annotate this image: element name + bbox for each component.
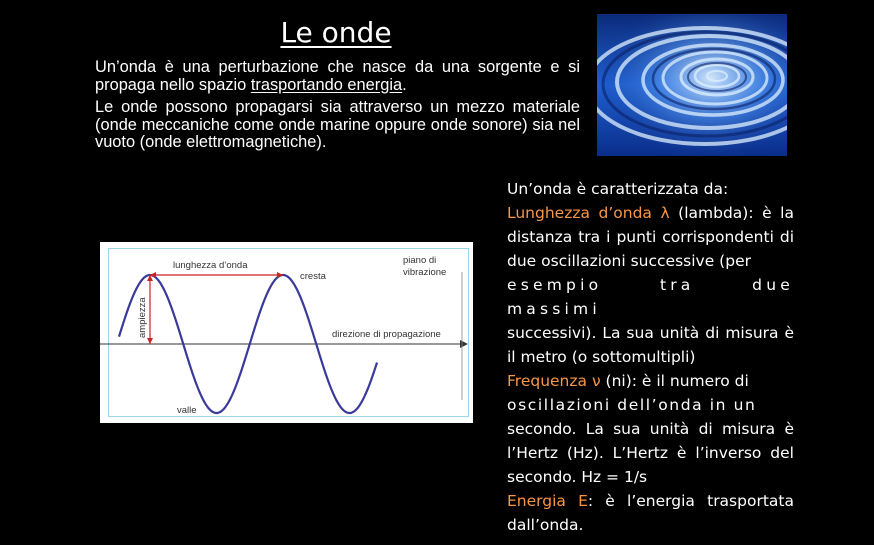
frequency-spaced-text: oscillazioni dell’onda in un	[507, 396, 757, 414]
energy-text: : è l’energia trasportata dall’onda.	[507, 492, 794, 534]
energy-term: Energia E	[507, 492, 588, 510]
intro-p1-end: .	[402, 75, 407, 94]
intro-p1-text: Un’onda è una perturbazione che nasce da una sorgente e si propaga nello spazio	[95, 58, 580, 94]
frequency-end: secondo. La sua unità di misura è l’Hertz (Hz). L’Hertz è l’inverso del secondo. Hz = 1/s	[507, 420, 794, 486]
label-trough: valle	[177, 405, 197, 416]
wavelength-end: successivi). La sua unità di misura è il metro (o sottomultipli)	[507, 324, 794, 366]
wavelength-arrowhead-right	[277, 272, 283, 278]
label-wavelength: lunghezza d’onda	[173, 260, 248, 271]
label-plane-line1: piano di	[403, 255, 437, 266]
intro-text	[95, 59, 580, 157]
frequency-text: (ni): è il numero di	[600, 372, 749, 390]
intro-paragraph-1	[95, 59, 580, 94]
slide-title: Le onde	[280, 16, 392, 49]
characteristics-text	[507, 177, 794, 537]
wavelength-text: (lambda): è la distanza tra i punti corrispondenti di due oscillazioni successive (per	[507, 204, 794, 270]
axis-arrowhead	[460, 340, 468, 348]
wavelength-term: Lunghezza d’onda λ	[507, 204, 670, 222]
water-ripple-image	[597, 14, 787, 156]
label-crest: cresta	[300, 271, 326, 282]
wavelength-spaced-text: esempio tra due massimi	[507, 276, 794, 318]
intro-paragraph-2: Le onde possono propagarsi sia attraverso un mezzo materiale (onde meccaniche come onde marine oppure onde sonore) sia nel vuoto (onde elettromagnetiche).	[95, 98, 580, 151]
label-plane-line2: vibrazione	[403, 267, 447, 278]
frequency-term: Frequenza ν	[507, 372, 601, 390]
label-amplitude: ampiezza	[137, 297, 148, 338]
frequency-definition	[507, 369, 794, 489]
energy-definition	[507, 489, 794, 537]
characteristics-intro: Un’onda è caratterizzata da:	[507, 180, 729, 198]
wavelength-definition	[507, 201, 794, 369]
intro-p1-underlined: trasportando energia	[250, 75, 403, 94]
wave-diagram	[100, 242, 473, 423]
label-direction: direzione di propagazione	[332, 329, 441, 340]
